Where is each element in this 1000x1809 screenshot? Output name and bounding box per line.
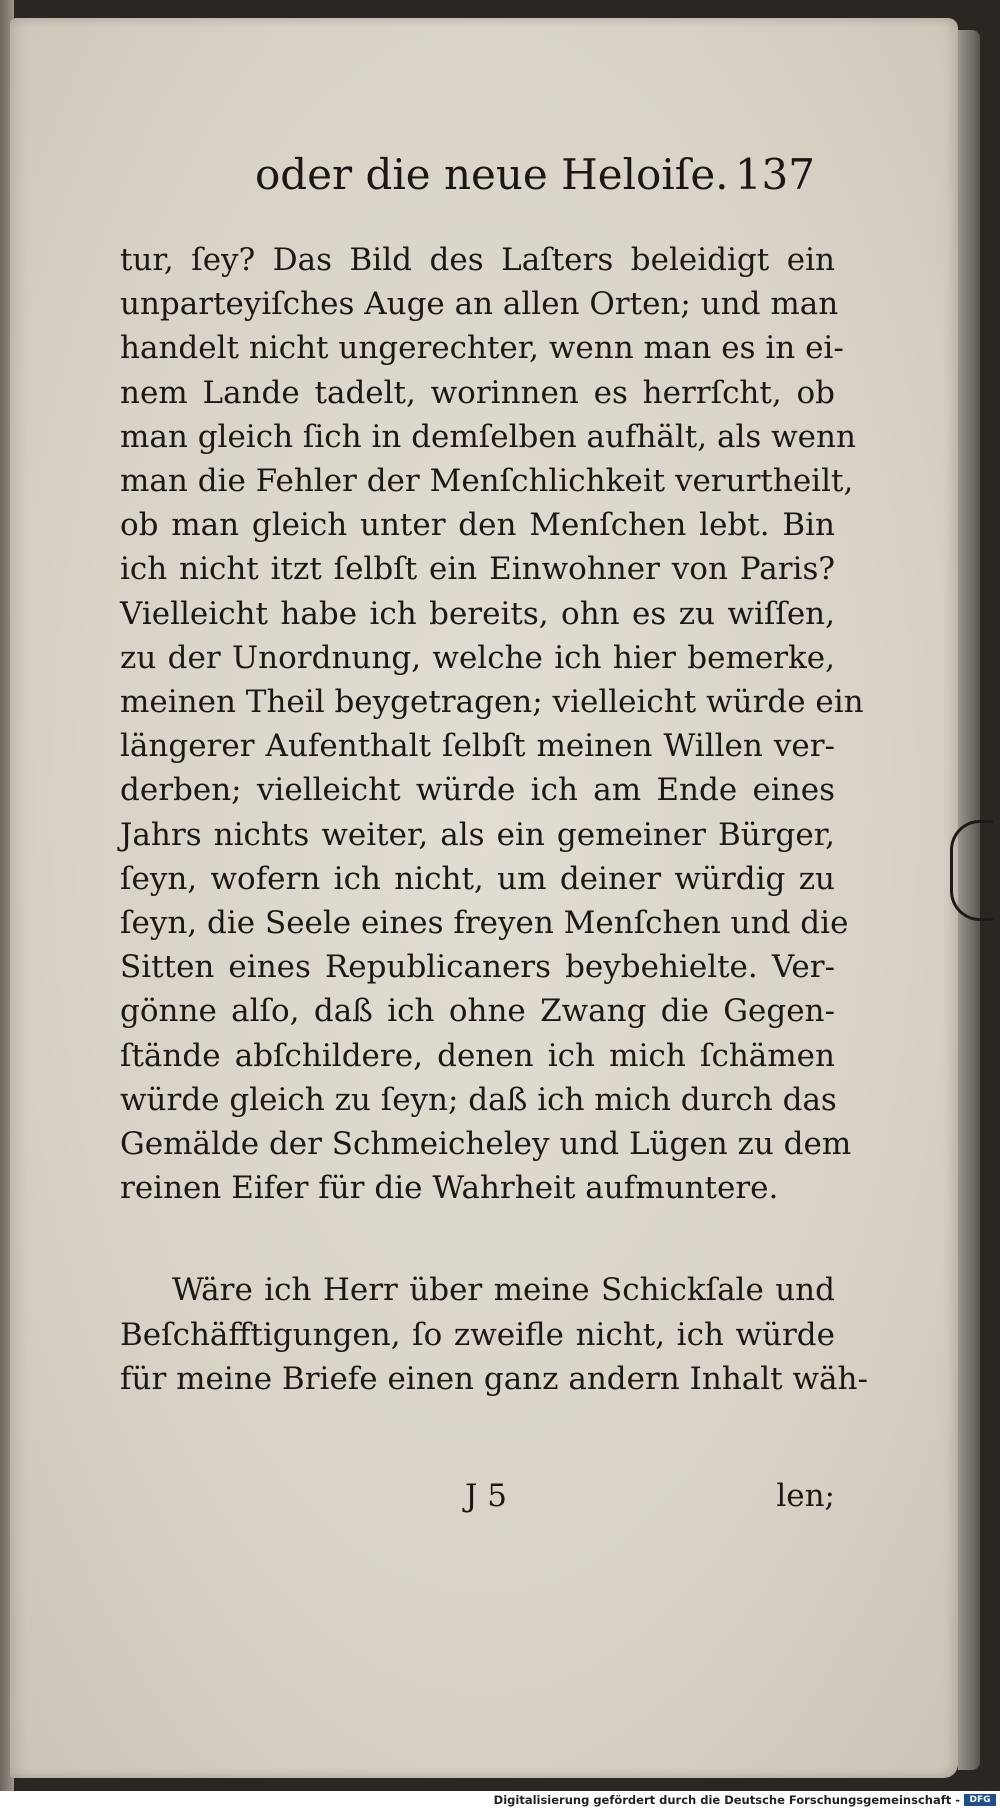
text-line: Beſchäfftigungen, ſo zweifle nicht, ich würde [120, 1316, 835, 1353]
signature-mark: J 5 [465, 1478, 508, 1514]
text-line: Jahrs nichts weiter, als ein gemeiner Bürger, [120, 816, 835, 853]
body-text [120, 238, 868, 1401]
text-line: reinen Eifer für die Wahrheit aufmuntere. [120, 1170, 779, 1207]
text-line: derben; vielleicht würde ich am Ende eines [120, 772, 835, 809]
text-line: man die Fehler der Menſchlichkeit verurtheilt, [120, 463, 854, 500]
text-line: würde gleich zu ſeyn; daß ich mich durch das [120, 1081, 837, 1118]
text-line: Sitten eines Republicaners beybehielte. Ver- [120, 949, 835, 986]
digitization-footer [0, 1791, 1000, 1809]
dfg-logo: DFG [964, 1794, 996, 1806]
text-line: ſeyn, die Seele eines freyen Menſchen und die [120, 905, 849, 942]
text-line: Gemälde der Schmeicheley und Lügen zu dem [120, 1126, 852, 1163]
text-line: nem Lande tadelt, worinnen es herrſcht, ob [120, 374, 835, 411]
text-line: zu der Unordnung, welche ich hier bemerke, [120, 639, 835, 676]
text-line: ſeyn, wofern ich nicht, um deiner würdig zu [120, 860, 835, 897]
funding-credit: Digitalisierung gefördert durch die Deutsche Forschungsgemeinschaft - [493, 1793, 960, 1807]
bookmark-ribbon [950, 820, 993, 921]
running-title: oder die neue Heloiſe. [255, 150, 729, 199]
text-line: handelt nicht ungerechter, wenn man es in ei- [120, 330, 844, 367]
text-line: längerer Aufenthalt ſelbſt meinen Willen ver- [120, 728, 835, 765]
text-line: Wäre ich Herr über meine Schickſale und [172, 1272, 835, 1309]
text-line: meinen Theil beygetragen; vielleicht würde ein [120, 684, 864, 721]
text-line: Vielleicht habe ich bereits, ohn es zu wiſſen, [120, 595, 835, 632]
text-line: ſtände abſchildere, denen ich mich ſchämen [120, 1037, 835, 1074]
text-line: ich nicht itzt ſelbſt ein Einwohner von Paris? [120, 551, 835, 588]
page-foot [120, 1478, 835, 1524]
text-line: für meine Briefe einen ganz andern Inhalt wäh- [120, 1360, 868, 1397]
page-header [255, 150, 815, 210]
paragraph-gap [120, 1210, 835, 1268]
text-line: gönne alſo, daß ich ohne Zwang die Gegen- [120, 993, 835, 1030]
catchword: len; [776, 1478, 835, 1514]
text-line: unparteyiſches Auge an allen Orten; und man [120, 286, 839, 323]
page-number: 137 [734, 150, 815, 199]
text-line: man gleich ſich in demſelben aufhält, als wenn [120, 418, 856, 455]
text-line: ob man gleich unter den Menſchen lebt. Bin [120, 507, 835, 544]
text-line: tur, ſey? Das Bild des Laſters beleidigt ein [120, 242, 835, 278]
